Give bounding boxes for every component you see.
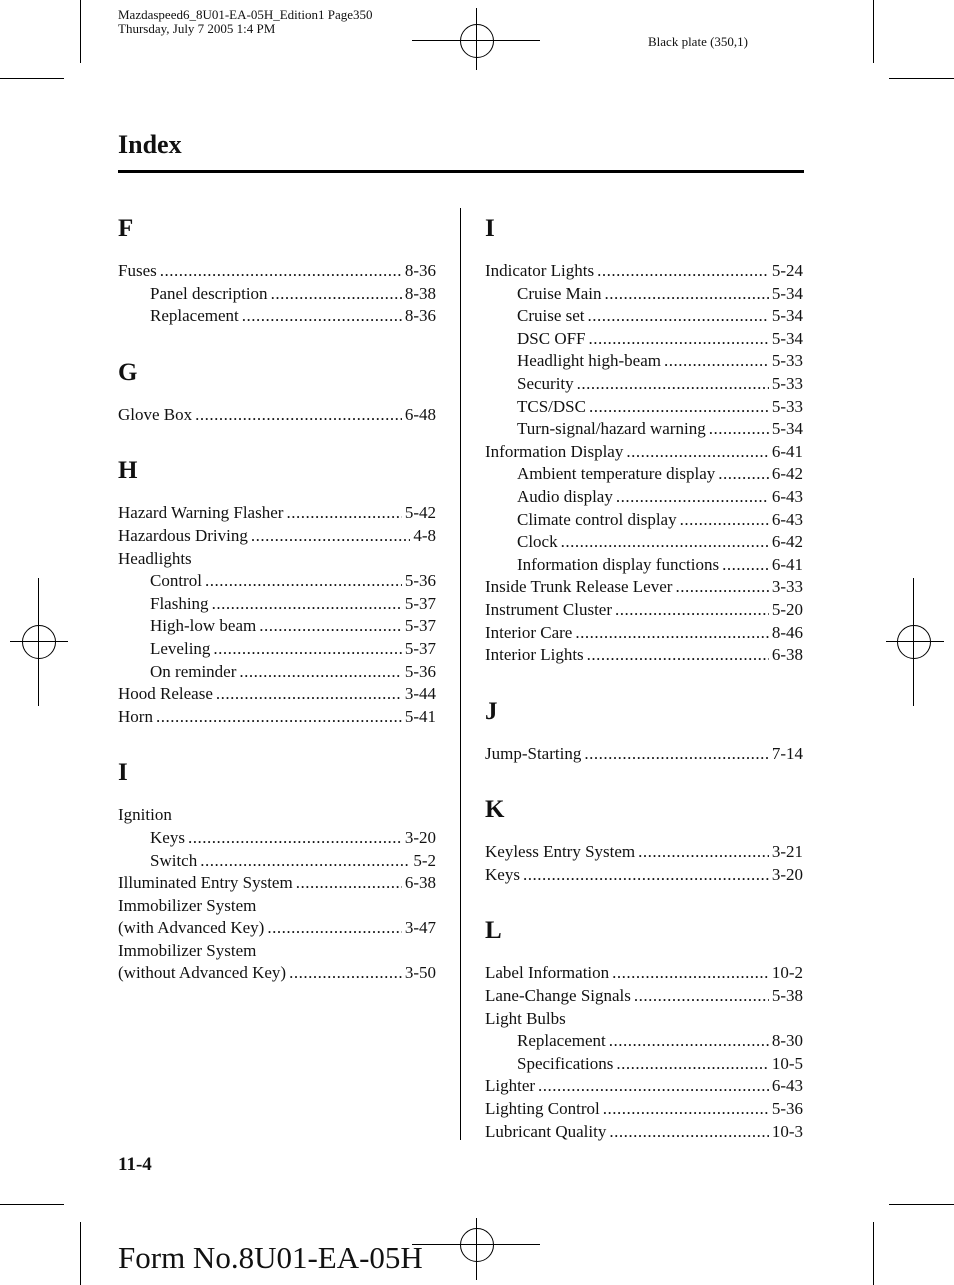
entry-text: Hazard Warning Flasher: [118, 503, 284, 523]
index-entry-immobilizer-system: [118, 940, 436, 963]
entry-page: 5-24: [771, 261, 803, 280]
section-letter: J: [485, 697, 498, 725]
index-entry-lighting-control: [485, 1098, 803, 1121]
dot-leader: [597, 260, 769, 283]
entry-text: (without Advanced Key): [118, 963, 287, 983]
dot-leader: [216, 683, 402, 706]
dot-leader: [271, 283, 402, 306]
index-entry-interior-care: [485, 622, 803, 645]
index-entry-headlights: [118, 548, 436, 571]
entry-page: 5-2: [413, 850, 436, 870]
index-entry-hazardous-driving: [118, 525, 436, 548]
index-entry-horn: [118, 706, 436, 729]
entry-page: 3-20: [771, 864, 803, 884]
dot-leader: [638, 841, 769, 864]
index-entry-instrument-cluster: [485, 599, 803, 622]
entry-page: 5-38: [771, 986, 803, 1006]
index-entry-replacement: [118, 305, 436, 328]
index-entry-information-display: [485, 441, 803, 464]
entry-text: Keys: [485, 864, 520, 884]
entry-text: Hazardous Driving: [118, 525, 248, 545]
title-rule: [118, 170, 804, 173]
entry-page: 6-43: [771, 486, 803, 506]
entry-text: Instrument Cluster: [485, 599, 613, 619]
entry-text: Keys: [150, 827, 185, 847]
section-letter: G: [118, 358, 138, 386]
index-section-h: [118, 454, 436, 728]
entry-text: Security: [517, 373, 574, 393]
dot-leader: [242, 305, 402, 328]
index-section-f: [118, 212, 436, 328]
dot-leader: [589, 396, 769, 419]
entry-page: 4-8: [413, 525, 436, 545]
page-number: 11-4: [118, 1154, 152, 1175]
index-entry-cruise-set: [485, 305, 803, 328]
entry-text: DSC OFF: [517, 328, 586, 348]
index-entry-on-reminder: [118, 661, 436, 684]
index-column-right: [485, 212, 803, 1143]
entry-text: Ignition: [118, 805, 172, 825]
index-entry-indicator-lights: [485, 260, 803, 283]
entry-page: 6-38: [404, 873, 436, 893]
entry-text: Jump-Starting: [485, 743, 582, 763]
entry-page: 8-46: [771, 622, 803, 642]
entry-text: Lighter: [485, 1076, 536, 1096]
dot-leader: [589, 328, 769, 351]
dot-leader: [616, 486, 769, 509]
entry-text: Headlight high-beam: [517, 351, 661, 371]
index-entry-interior-lights: [485, 644, 803, 667]
entry-page: 5-36: [404, 571, 436, 591]
dot-leader: [523, 864, 769, 887]
entry-text: Lighting Control: [485, 1099, 600, 1119]
index-entry-replacement: [485, 1030, 803, 1053]
file-info: [118, 8, 373, 36]
entry-text: Immobilizer System: [118, 940, 257, 960]
entry-text: Inside Trunk Release Lever: [485, 577, 673, 597]
dot-leader: [609, 1030, 769, 1053]
entry-page: 3-44: [404, 684, 436, 704]
entry-page: 5-36: [404, 661, 436, 681]
entry-text: Switch: [150, 850, 198, 870]
section-letter: I: [118, 759, 128, 787]
entry-page: 5-33: [771, 373, 803, 393]
dot-leader: [584, 743, 768, 766]
dot-leader: [156, 706, 402, 729]
dot-leader: [286, 502, 401, 525]
entry-page: 5-36: [771, 1099, 803, 1119]
index-entry-hazard-warning-flasher: [118, 502, 436, 525]
index-entry-lane-change-signals: [485, 985, 803, 1008]
dot-leader: [538, 1075, 769, 1098]
entry-page: 10-5: [771, 1053, 803, 1073]
entry-text: Specifications: [517, 1053, 614, 1073]
index-entry-cruise-main: [485, 283, 803, 306]
index-section-k: [485, 793, 803, 886]
dot-leader: [267, 917, 401, 940]
dot-leader: [680, 509, 769, 532]
entry-text: Label Information: [485, 963, 610, 983]
entry-text: Immobilizer System: [118, 895, 257, 915]
entry-page: 6-48: [404, 404, 436, 424]
form-number: Form No.8U01-EA-05H: [118, 1240, 423, 1275]
entry-page: 5-42: [404, 503, 436, 523]
entry-page: 6-42: [771, 532, 803, 552]
entry-page: 3-33: [771, 577, 803, 597]
section-letter: H: [118, 457, 138, 485]
entry-page: 5-20: [771, 599, 803, 619]
dot-leader: [587, 644, 769, 667]
dot-leader: [296, 872, 402, 895]
entry-text: Replacement: [150, 306, 239, 326]
dot-leader: [609, 1121, 769, 1144]
entry-page: 10-3: [771, 1121, 803, 1141]
entry-text: TCS/DSC: [517, 396, 586, 416]
entry-text: Headlights: [118, 548, 192, 568]
dot-leader: [575, 622, 769, 645]
entry-text: Lane-Change Signals: [485, 986, 631, 1006]
index-entry-specifications: [485, 1053, 803, 1076]
dot-leader: [634, 985, 769, 1008]
dot-leader: [675, 576, 768, 599]
index-entry-switch: [118, 850, 436, 873]
entry-text: Leveling: [150, 638, 211, 658]
entry-text: Climate control display: [517, 509, 677, 529]
index-entry-fuses: [118, 260, 436, 283]
entry-page: 5-34: [771, 306, 803, 326]
index-section-g: [118, 356, 436, 427]
entry-page: 6-41: [771, 441, 803, 461]
index-entry-climate-control-display: [485, 509, 803, 532]
entry-text: Hood Release: [118, 684, 213, 704]
dot-leader: [561, 531, 769, 554]
index-entry-with-advanced-key: [118, 917, 436, 940]
entry-text: Turn-signal/hazard warning: [517, 419, 706, 439]
entry-text: Interior Lights: [485, 645, 584, 665]
entry-text: Flashing: [150, 593, 209, 613]
entry-page: 3-47: [404, 918, 436, 938]
entry-page: 8-30: [771, 1031, 803, 1051]
entry-text: Ambient temperature display: [517, 464, 716, 484]
index-entry-keys: [118, 827, 436, 850]
index-entry-keyless-entry-system: [485, 841, 803, 864]
entry-text: Audio display: [517, 486, 613, 506]
entry-page: 5-33: [771, 396, 803, 416]
entry-text: Glove Box: [118, 404, 193, 424]
dot-leader: [160, 260, 402, 283]
index-entry-glove-box: [118, 404, 436, 427]
dot-leader: [616, 1053, 769, 1076]
entry-page: 10-2: [771, 963, 803, 983]
entry-page: 6-43: [771, 509, 803, 529]
dot-leader: [213, 638, 401, 661]
dot-leader: [188, 827, 402, 850]
index-entry-lubricant-quality: [485, 1121, 803, 1144]
index-entry-keys: [485, 864, 803, 887]
dot-leader: [289, 962, 402, 985]
entry-text: Information display functions: [517, 554, 720, 574]
section-letter: K: [485, 796, 505, 824]
dot-leader: [251, 525, 411, 548]
entry-text: Cruise Main: [517, 283, 602, 303]
entry-text: Panel description: [150, 283, 268, 303]
file-name-line: Mazdaspeed6_8U01-EA-05H_Edition1 Page350: [118, 7, 373, 22]
entry-text: (with Advanced Key): [118, 918, 265, 938]
dot-leader: [205, 570, 402, 593]
print-date-line: Thursday, July 7 2005 1:4 PM: [118, 21, 276, 36]
index-entry-headlight-high-beam: [485, 350, 803, 373]
dot-leader: [239, 661, 401, 684]
entry-page: 7-14: [771, 743, 803, 763]
entry-text: Horn: [118, 706, 153, 726]
index-section-l: [485, 914, 803, 1143]
entry-page: 3-20: [404, 827, 436, 847]
index-entry-information-display-functions: [485, 554, 803, 577]
entry-page: 5-34: [771, 328, 803, 348]
entry-text: Light Bulbs: [485, 1008, 566, 1028]
entry-page: 5-37: [404, 593, 436, 613]
index-section-j: [485, 695, 803, 766]
dot-leader: [664, 350, 769, 373]
dot-leader: [718, 463, 769, 486]
index-entry-illuminated-entry-system: [118, 872, 436, 895]
index-entry-leveling: [118, 638, 436, 661]
section-letter: L: [485, 917, 502, 945]
index-entry-inside-trunk-release-lever: [485, 576, 803, 599]
entry-page: 5-34: [771, 419, 803, 439]
index-entry-ambient-temperature-display: [485, 463, 803, 486]
entry-text: Indicator Lights: [485, 261, 595, 280]
dot-leader: [612, 962, 769, 985]
index-entry-ignition: [118, 804, 436, 827]
column-divider: [460, 208, 461, 1140]
entry-page: 3-50: [404, 963, 436, 983]
index-entry-without-advanced-key: [118, 962, 436, 985]
index-entry-audio-display: [485, 486, 803, 509]
entry-text: Cruise set: [517, 306, 585, 326]
dot-leader: [200, 850, 410, 873]
entry-text: Lubricant Quality: [485, 1121, 607, 1141]
entry-page: 6-41: [771, 554, 803, 574]
index-entry-dsc-off: [485, 328, 803, 351]
entry-page: 8-36: [404, 306, 436, 326]
entry-page: 5-33: [771, 351, 803, 371]
entry-text: Illuminated Entry System: [118, 873, 293, 893]
entry-page: 6-42: [771, 464, 803, 484]
index-column-left: [118, 212, 436, 985]
index-entry-hood-release: [118, 683, 436, 706]
entry-text: Replacement: [517, 1031, 606, 1051]
entry-page: 5-41: [404, 706, 436, 726]
dot-leader: [259, 615, 402, 638]
dot-leader: [577, 373, 769, 396]
entry-page: 6-38: [771, 645, 803, 665]
entry-page: 5-37: [404, 616, 436, 636]
entry-text: On reminder: [150, 661, 237, 681]
section-letter: F: [118, 215, 134, 242]
entry-text: Control: [150, 571, 202, 591]
dot-leader: [615, 599, 769, 622]
index-entry-lighter: [485, 1075, 803, 1098]
entry-text: Information Display: [485, 441, 624, 461]
index-entry-immobilizer-system: [118, 895, 436, 918]
entry-page: 5-37: [404, 638, 436, 658]
entry-text: Interior Care: [485, 622, 573, 642]
section-letter: I: [485, 215, 495, 242]
index-entry-flashing: [118, 593, 436, 616]
entry-page: 8-36: [404, 261, 436, 280]
entry-text: Clock: [517, 532, 558, 552]
plate-label: Black plate (350,1): [648, 34, 748, 49]
entry-page: 8-38: [404, 283, 436, 303]
index-entry-turn-signal-hazard-warning: [485, 418, 803, 441]
dot-leader: [212, 593, 402, 616]
page-title: Index: [118, 130, 182, 159]
index-entry-jump-starting: [485, 743, 803, 766]
dot-leader: [195, 404, 402, 427]
index-entry-light-bulbs: [485, 1008, 803, 1031]
dot-leader: [605, 283, 769, 306]
entry-text: High-low beam: [150, 616, 257, 636]
index-entry-panel-description: [118, 283, 436, 306]
entry-text: Keyless Entry System: [485, 842, 636, 862]
entry-page: 6-43: [771, 1076, 803, 1096]
entry-text: Fuses: [118, 261, 157, 280]
index-entry-control: [118, 570, 436, 593]
entry-page: 3-21: [771, 842, 803, 862]
index-section-i: [118, 756, 436, 985]
index-entry-security: [485, 373, 803, 396]
dot-leader: [722, 554, 769, 577]
dot-leader: [603, 1098, 769, 1121]
entry-page: 5-34: [771, 283, 803, 303]
dot-leader: [709, 418, 769, 441]
index-section-i: [485, 212, 803, 667]
index-entry-label-information: [485, 962, 803, 985]
dot-leader: [626, 441, 768, 464]
index-entry-clock: [485, 531, 803, 554]
dot-leader: [588, 305, 769, 328]
index-entry-tcs-dsc: [485, 396, 803, 419]
index-entry-high-low-beam: [118, 615, 436, 638]
